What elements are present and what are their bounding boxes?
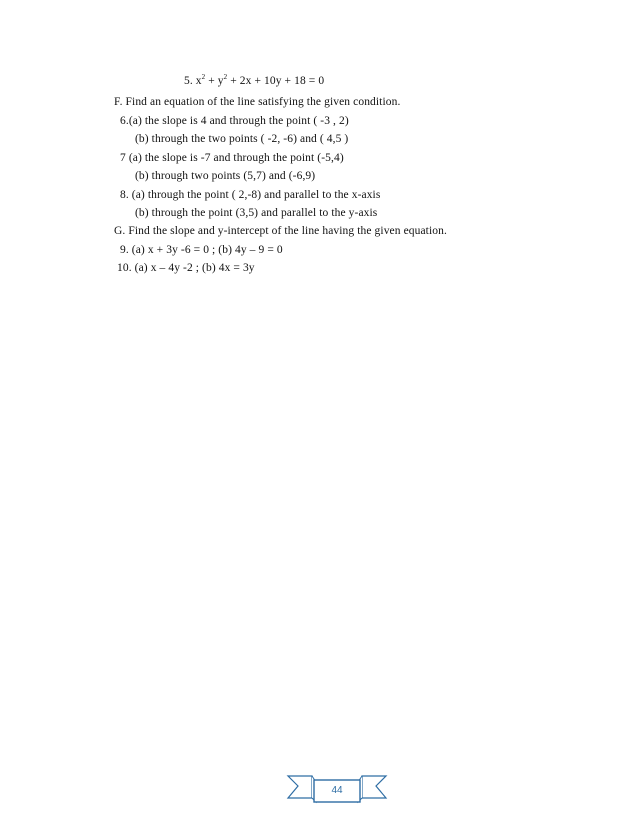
- section-g-heading: G. Find the slope and y-intercept of the line having the given equation.: [114, 225, 447, 237]
- question-7a: 7 (a) the slope is -7 and through the point (-5,4): [120, 152, 344, 164]
- question-6b: (b) through the two points ( -2, -6) and ( 4,5 ): [135, 133, 349, 145]
- question-6a: 6.(a) the slope is 4 and through the point ( -3 , 2): [120, 115, 349, 127]
- superscript: 2: [223, 73, 228, 81]
- equation-item-5: 5. $x^2 + y^2 + 2x + 10y + 18 = 0$: [184, 73, 325, 87]
- superscript: 2: [201, 73, 206, 81]
- page-number: 44: [331, 785, 343, 796]
- page-number-ribbon: [286, 770, 388, 812]
- question-7b: (b) through two points (5,7) and (-6,9): [135, 170, 316, 182]
- section-f-heading: F. Find an equation of the line satisfying the given condition.: [114, 96, 401, 108]
- question-9: 9. (a) x + 3y -6 = 0 ; (b) 4y – 9 = 0: [120, 244, 283, 256]
- question-8b: (b) through the point (3,5) and parallel to the y-axis: [135, 207, 378, 219]
- question-8a: 8. (a) through the point ( 2,-8) and parallel to the x-axis: [120, 189, 381, 201]
- question-10: 10. (a) x – 4y -2 ; (b) 4x = 3y: [117, 262, 255, 274]
